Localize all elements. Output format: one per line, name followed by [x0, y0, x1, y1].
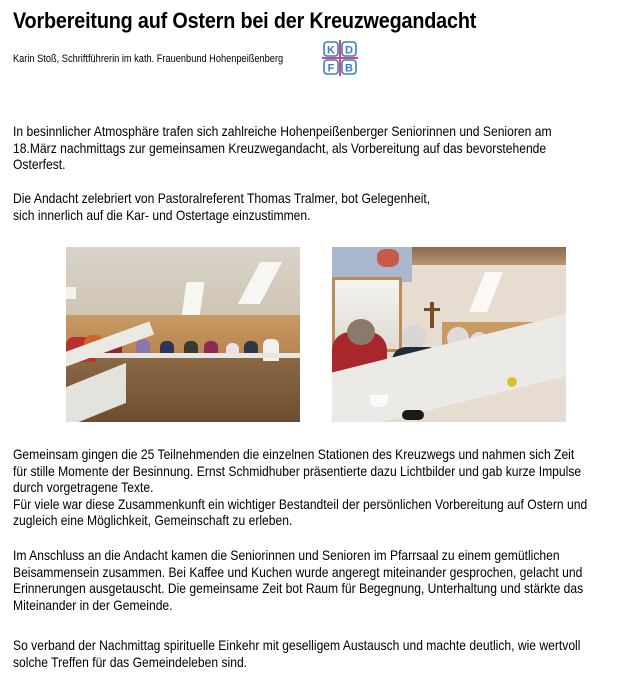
- logo-letter-f: F: [327, 62, 335, 75]
- logo-letter-k: K: [327, 44, 335, 57]
- logo-letter-d: D: [345, 44, 353, 57]
- paragraph-conclusion: So verband der Nachmittag spirituelle Einkehr mit geselligem Austausch und machte deutlich, wie wertvoll solche Treffen für das Gemeindeleben sind.: [13, 637, 581, 670]
- article-title: Vorbereitung auf Ostern bei der Kreuzwegandacht: [13, 8, 477, 33]
- paragraph-gathering: Im Anschluss an die Andacht kamen die Seniorinnen und Senioren im Pfarrsaal zu einem gemütlichen Beisammensein zusammen. Bei Kaffee und Kuchen wurde angeregt miteinander gesprochen, gelacht und Erinnerungen ausgetauscht. Die gemeinsame Zeit bot Raum für Begegnung, Unterhaltung und stärkte das Miteinander in der Gemeinde.: [13, 547, 584, 613]
- logo-letter-b: B: [345, 62, 353, 75]
- paragraph-stations: Gemeinsam gingen die 25 Teilnehmenden die einzelnen Stationen des Kreuzwegs und nahmen sich Zeit für stille Momente der Besinnung. Ernst Schmidhuber präsentierte dazu Lichtbilder und gab kurze Impulse durch vorgetragene Texte. Für viele war diese Zusammenkunft ein wichtiger Bestandteil der persönlichen Vorbereitung auf Ostern und zugleich eine Möglichkeit, Gemeinschaft zu erleben.: [13, 446, 588, 529]
- photo-seniors-at-coffee-table: [332, 247, 566, 422]
- article-byline: Karin Stoß, Schriftführerin im kath. Frauenbund Hohenpeißenberg: [13, 53, 284, 65]
- photo-group-u-shaped-tables: [66, 247, 300, 422]
- paragraph-celebrant: Die Andacht zelebriert von Pastoralreferent Thomas Tralmer, bot Gelegenheit, sich innerlich auf die Kar- und Ostertage einzustimmen.: [13, 190, 431, 223]
- kdfb-logo: [322, 40, 358, 76]
- paragraph-intro: In besinnlicher Atmosphäre trafen sich zahlreiche Hohenpeißenberger Seniorinnen und Senioren am 18.März nachmittags zur gemeinsamen Kreuzwegandacht, als Vorbereitung auf das bevorstehende Osterfest.: [13, 123, 552, 173]
